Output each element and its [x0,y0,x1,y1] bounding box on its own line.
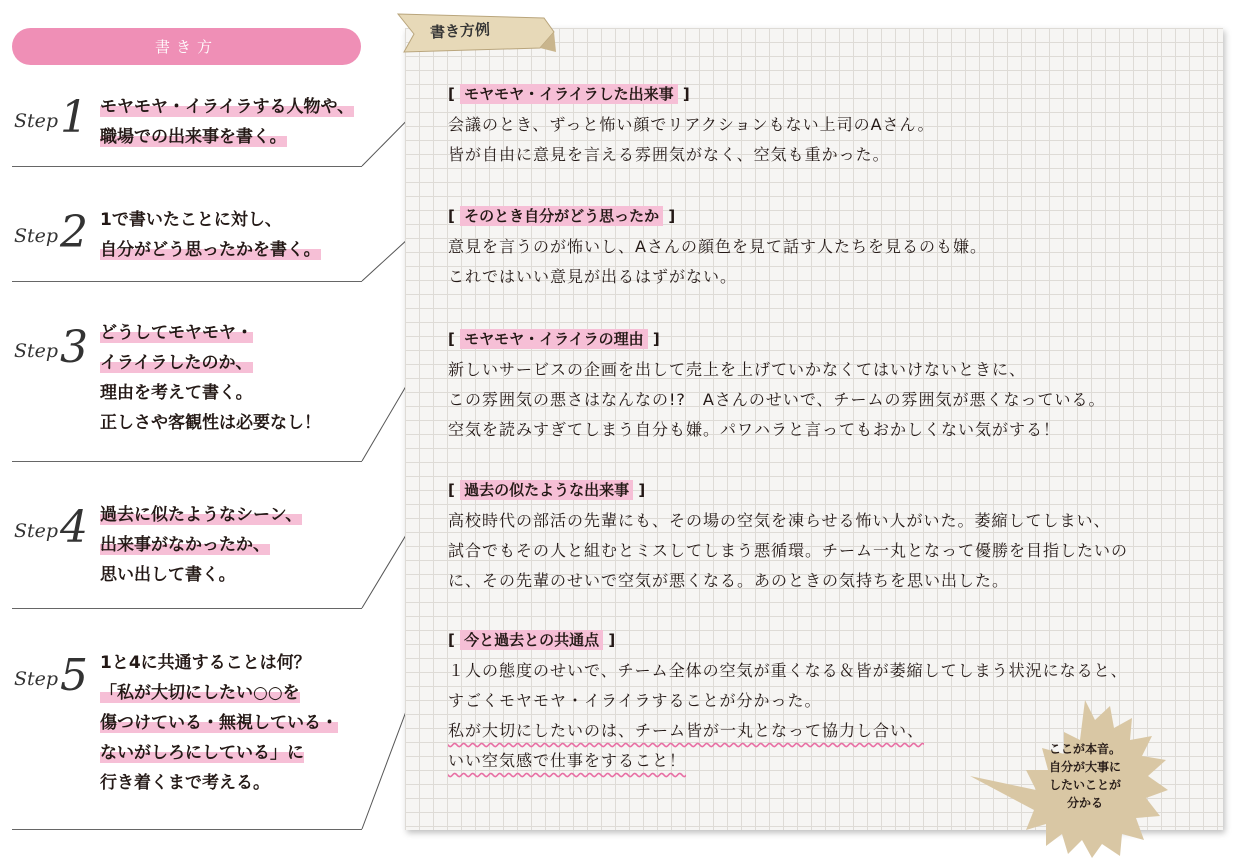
section-heading-text: そのとき自分がどう思ったか [460,206,663,226]
step-description [100,648,338,798]
callout-line: 分かる [1066,796,1103,810]
section-heading: [ モヤモヤ・イライラの理由 ] [448,330,660,348]
callout-line: 自分が大事に [1048,760,1121,774]
step-word: Step [14,110,59,132]
section-heading: [ 過去の似たような出来事 ] [448,481,646,499]
step-line: イライラしたのか、 [100,353,253,373]
step-line: 傷つけている・無視している・ [100,713,338,733]
divider [12,281,362,282]
step-line: モヤモヤ・イライラする人物や、 [100,97,355,117]
callout-text [1030,740,1140,812]
body-line: この雰囲気の悪さはなんなの!? Aさんのせいで、チームの雰囲気が悪くなっている。 [448,390,1106,409]
section-heading-text: モヤモヤ・イライラした出来事 [460,84,678,104]
section-heading-text: モヤモヤ・イライラの理由 [460,329,648,349]
step-number: 5 [60,650,88,701]
divider [12,166,362,167]
step-line: 出来事がなかったか、 [100,535,270,555]
step-line: 自分がどう思ったかを書く。 [100,240,321,260]
body-line: 意見を言うのが怖いし、Aさんの顔色を見て話す人たちを見るのも嫌。 [448,237,987,256]
step-line: 理由を考えて書く。 [100,383,253,403]
step-description [100,205,321,265]
callout-line: したいことが [1048,778,1121,792]
step-line: 行き着くまで考える。 [100,773,270,793]
divider [12,461,362,462]
step-description [100,92,354,152]
section-heading: [ モヤモヤ・イライラした出来事 ] [448,85,690,103]
body-line: 会議のとき、ずっと怖い顔でリアクションもない上司のAさん。 [448,115,935,134]
section-heading: [ そのとき自分がどう思ったか ] [448,207,676,225]
body-line: １人の態度のせいで、チーム全体の空気が重くなる＆皆が萎縮してしまう状況になると、 [448,661,1128,680]
step-line: 過去に似たようなシーン、 [100,505,303,525]
step-word: Step [14,520,59,542]
step-description [100,318,321,438]
example-section-2 [448,204,1208,292]
section-body [448,232,1208,292]
divider [12,608,362,609]
how-to-write-header: 書き方 [12,28,361,65]
section-heading-text: 今と過去との共通点 [460,630,603,650]
example-section-4 [448,478,1208,596]
example-label: 書き方例 [429,20,491,42]
example-section-1 [448,82,1208,170]
body-line: 試合でもその人と組むとミスしてしまう悪循環。チーム一丸となって優勝を目指したいの [448,541,1129,560]
divider [12,829,362,830]
step-line: 思い出して書く。 [100,565,236,585]
body-line: 新しいサービスの企画を出して売上を上げていかなくてはいけないときに、 [448,360,1027,379]
step-number: 4 [60,502,88,553]
step-line: どうしてモヤモヤ・ [100,323,253,343]
step-line: ないがしろにしている」に [100,743,304,763]
body-line-emphasis: いい空気感で仕事をすること！ [448,751,687,770]
body-line: 皆が自由に意見を言える雰囲気がなく、空気も重かった。 [448,145,890,164]
step-number: 1 [60,92,88,143]
body-line-emphasis: 私が大切にしたいのは、チーム皆が一丸となって協力し合い、 [448,721,925,740]
body-line: 高校時代の部活の先輩にも、その場の空気を凍らせる怖い人がいた。萎縮してしまい、 [448,511,1111,530]
section-heading-text: 過去の似たような出来事 [460,480,633,500]
step-word: Step [14,668,59,690]
body-line: に、その先輩のせいで空気が悪くなる。あのときの気持ちを思い出した。 [448,571,1010,590]
example-section-3 [448,327,1208,445]
body-line: これではいい意見が出るはずがない。 [448,267,738,286]
callout-line: ここが本音。 [1048,742,1121,756]
step-line: 1で書いたことに対し、 [100,210,282,230]
step-word: Step [14,340,59,362]
step-line: 「私が大切にしたい○○を [100,683,300,703]
step-word: Step [14,225,59,247]
step-number: 2 [60,207,88,258]
section-body [448,110,1208,170]
step-line: 正しさや客観性は必要なし！ [100,413,321,433]
section-body [448,506,1208,596]
section-body [448,355,1208,445]
step-description [100,500,302,590]
step-line: 職場での出来事を書く。 [100,127,287,147]
section-heading: [ 今と過去との共通点 ] [448,631,616,649]
step-line: 1と4に共通することは何？ [100,653,311,673]
step-number: 3 [60,322,88,373]
body-line: 空気を読みすぎてしまう自分も嫌。パワハラと言ってもおかしくない気がする！ [448,420,1061,439]
body-line: すごくモヤモヤ・イライラすることが分かった。 [448,691,822,710]
